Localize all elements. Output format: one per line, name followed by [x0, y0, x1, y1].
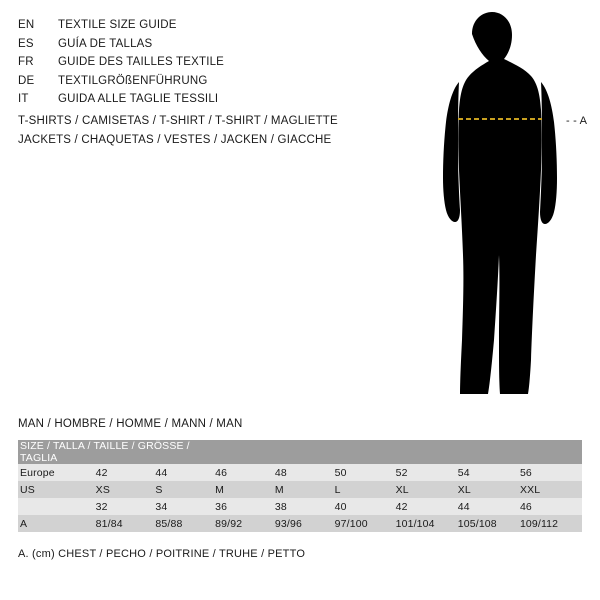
cell: 52: [396, 464, 458, 481]
row-label: US: [18, 481, 96, 498]
cell: XL: [396, 481, 458, 498]
cell: 105/108: [458, 515, 520, 532]
cell: L: [335, 481, 396, 498]
cell: 50: [335, 464, 396, 481]
language-text: GUIDE DES TAILLES TEXTILE: [58, 56, 225, 68]
cell: XXL: [520, 481, 582, 498]
cell: 34: [155, 498, 215, 515]
cell: 48: [275, 464, 335, 481]
chest-measure-label: - - A: [566, 115, 588, 127]
cell: 42: [96, 464, 156, 481]
language-row: [18, 90, 358, 109]
language-code: IT: [18, 93, 29, 105]
product-type-line: JACKETS / CHAQUETAS / VESTES / JACKEN / GIACCHE: [18, 134, 332, 146]
product-type-list: [18, 112, 378, 150]
language-row: [18, 35, 358, 54]
product-type-line: T-SHIRTS / CAMISETAS / T-SHIRT / T-SHIRT / MAGLIETTE: [18, 115, 338, 127]
table-header-label: SIZE / TALLA / TAILLE / GRÖSSE / TAGLIA: [18, 440, 215, 464]
cell: 109/112: [520, 515, 582, 532]
cell: 46: [215, 464, 275, 481]
language-code: EN: [18, 19, 35, 31]
cell: 85/88: [155, 515, 215, 532]
cell: 101/104: [396, 515, 458, 532]
table-row: [18, 481, 582, 498]
cell: 93/96: [275, 515, 335, 532]
language-code: FR: [18, 56, 34, 68]
footnote: A. (cm) CHEST / PECHO / POITRINE / TRUHE / PETTO: [18, 548, 306, 560]
language-code: DE: [18, 74, 35, 87]
cell: 42: [396, 498, 458, 515]
cell: M: [275, 481, 335, 498]
cell: S: [155, 481, 215, 498]
cell: 36: [215, 498, 275, 515]
cell: 38: [275, 498, 335, 515]
male-silhouette-figure: [400, 10, 600, 410]
language-row: [18, 72, 358, 91]
cell: 44: [155, 464, 215, 481]
table-header-row: [18, 440, 582, 464]
row-label: A: [18, 515, 96, 532]
cell: 81/84: [96, 515, 156, 532]
language-code: ES: [18, 37, 34, 50]
language-row: [18, 53, 358, 72]
language-row: [18, 16, 358, 35]
language-list: [18, 16, 358, 109]
cell: 54: [458, 464, 520, 481]
cell: 44: [458, 498, 520, 515]
row-label: [18, 498, 96, 515]
table-row: [18, 464, 582, 481]
cell: 40: [335, 498, 396, 515]
cell: XS: [96, 481, 156, 498]
silhouette-icon: [400, 10, 600, 410]
cell: 97/100: [335, 515, 396, 532]
language-text: GUIDA ALLE TAGLIE TESSILI: [58, 93, 219, 105]
table-row: [18, 498, 582, 515]
row-label: Europe: [18, 464, 96, 481]
table-title: MAN / HOMBRE / HOMME / MANN / MAN: [18, 418, 243, 430]
cell: 89/92: [215, 515, 275, 532]
cell: 32: [96, 498, 156, 515]
language-text: TEXTILGRÖßENFÜHRUNG: [58, 74, 208, 87]
cell: 46: [520, 498, 582, 515]
language-text: TEXTILE SIZE GUIDE: [58, 19, 177, 31]
size-table: [18, 440, 582, 532]
cell: 56: [520, 464, 582, 481]
table-row: [18, 515, 582, 532]
cell: M: [215, 481, 275, 498]
language-text: GUÍA DE TALLAS: [58, 37, 153, 50]
cell: XL: [458, 481, 520, 498]
